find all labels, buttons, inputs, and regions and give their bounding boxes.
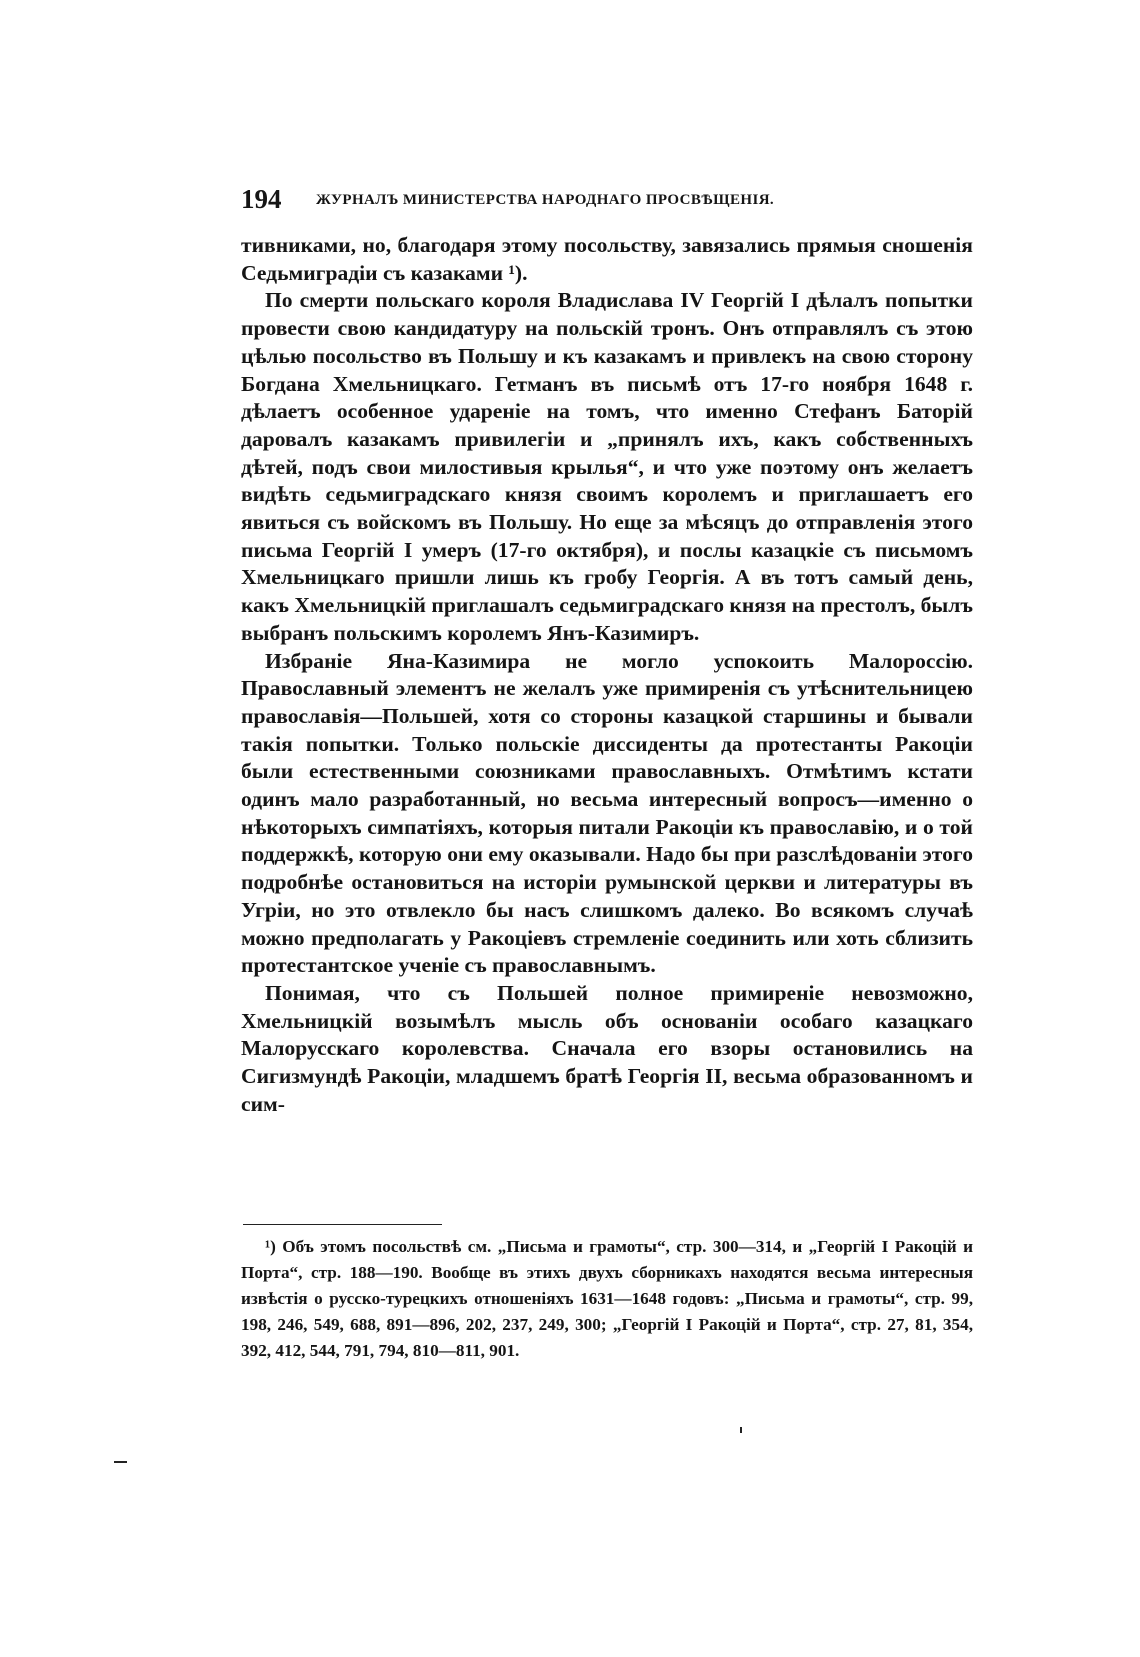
footnote: ¹) Объ этомъ посольствѣ см. „Письма и грамоты“, стр. 300—314, и „Георгій I Ракоцій и Порта“, стр. 188—190. Вообще въ этихъ двухъ сборникахъ находятся весьма интересныя извѣстія о русско-турецкихъ отношеніяхъ 1631—1648 годовъ: „Письма и грамоты“, стр. 99, 198, 246, 549, 688, 891—896, 202, 237, 249, 300; „Георгій I Ракоцій и Порта“, стр. 27, 81, 354, 392, 412, 544, 791, 794, 810—811, 901.	[241, 1237, 973, 1360]
paragraph-khmelnitsky: Понимая, что съ Польшей полное примиреніе невозможно, Хмельницкій возымѣлъ мысль объ основаніи особаго казацкаго Малорусскаго королевства. Сначала его взоры остановились на Сигизмундѣ Ракоціи, младшемъ братѣ Георгія II, весьма образованномъ и сим-	[241, 980, 973, 1116]
running-title: ЖУРНАЛЪ МИНИСТЕРСТВА НАРОДНАГО ПРОСВѢЩЕНІЯ.	[316, 192, 775, 208]
page-number: 194	[241, 184, 282, 214]
paragraph-kazimir: Избраніе Яна-Казимира не могло успокоить Малороссію. Православный элементъ не желалъ уже примиренія съ утѣснительницею православія—Польшей, хотя со стороны казацкой старшины и бывали такія попытки. Только польскіе диссиденты да протестанты Ракоціи были естественными союзниками православныхъ. Отмѣтимъ кстати одинъ мало разработанный, но весьма интересный вопросъ—именно о нѣкоторыхъ симпатіяхъ, которыя питали Ракоціи къ православію, и о той поддержкѣ, которую они ему оказывали. Надо бы при разслѣдованіи этого подробнѣе остановиться на исторіи румынской церкви и литературы въ Угріи, но это отвлекло бы насъ слишкомъ далеко. Во всякомъ случаѣ можно предполагать у Ракоціевъ стремленіе соединить или хоть сблизить протестантское ученіе съ православнымъ.	[241, 648, 973, 978]
paragraph-vladislav: По смерти польскаго короля Владислава IV Георгій I дѣлалъ попытки провести свою кандидатуру на польскій тронъ. Онъ отправлялъ съ этою цѣлью посольство въ Польшу и къ казакамъ и привлекъ на свою сторону Богдана Хмельницкаго. Гетманъ въ письмѣ отъ 17-го ноября 1648 г. дѣлаетъ особенное удареніе на томъ, что именно Стефанъ Баторій даровалъ казакамъ привилегіи и „принялъ ихъ, какъ собственныхъ дѣтей, подъ свои милостивыя крылья“, и что уже поэтому онъ желаетъ видѣть седьмиградскаго князя своимъ королемъ и приглашаетъ его явиться съ войскомъ въ Польшу. Но еще за мѣсяцъ до отправленія этого письма Георгій I умеръ (17-го октября), и послы казацкіе съ письмомъ Хмельницкаго пришли лишь къ гробу Георгія. А въ тотъ самый день, какъ Хмельницкій приглашалъ седьмиградскаго князя на престолъ, былъ выбранъ польскимъ королемъ Янъ-Казимиръ.	[241, 288, 973, 645]
main-text	[241, 232, 973, 1119]
footnote-divider	[243, 1224, 442, 1225]
scan-speck	[740, 1427, 742, 1433]
scan-speck	[114, 1461, 127, 1463]
page-header	[241, 182, 963, 216]
paragraph-continuation: тивниками, но, благодаря этому посольству, завязались прямыя сношенія Седьмиградіи съ казаками ¹).	[241, 233, 973, 285]
